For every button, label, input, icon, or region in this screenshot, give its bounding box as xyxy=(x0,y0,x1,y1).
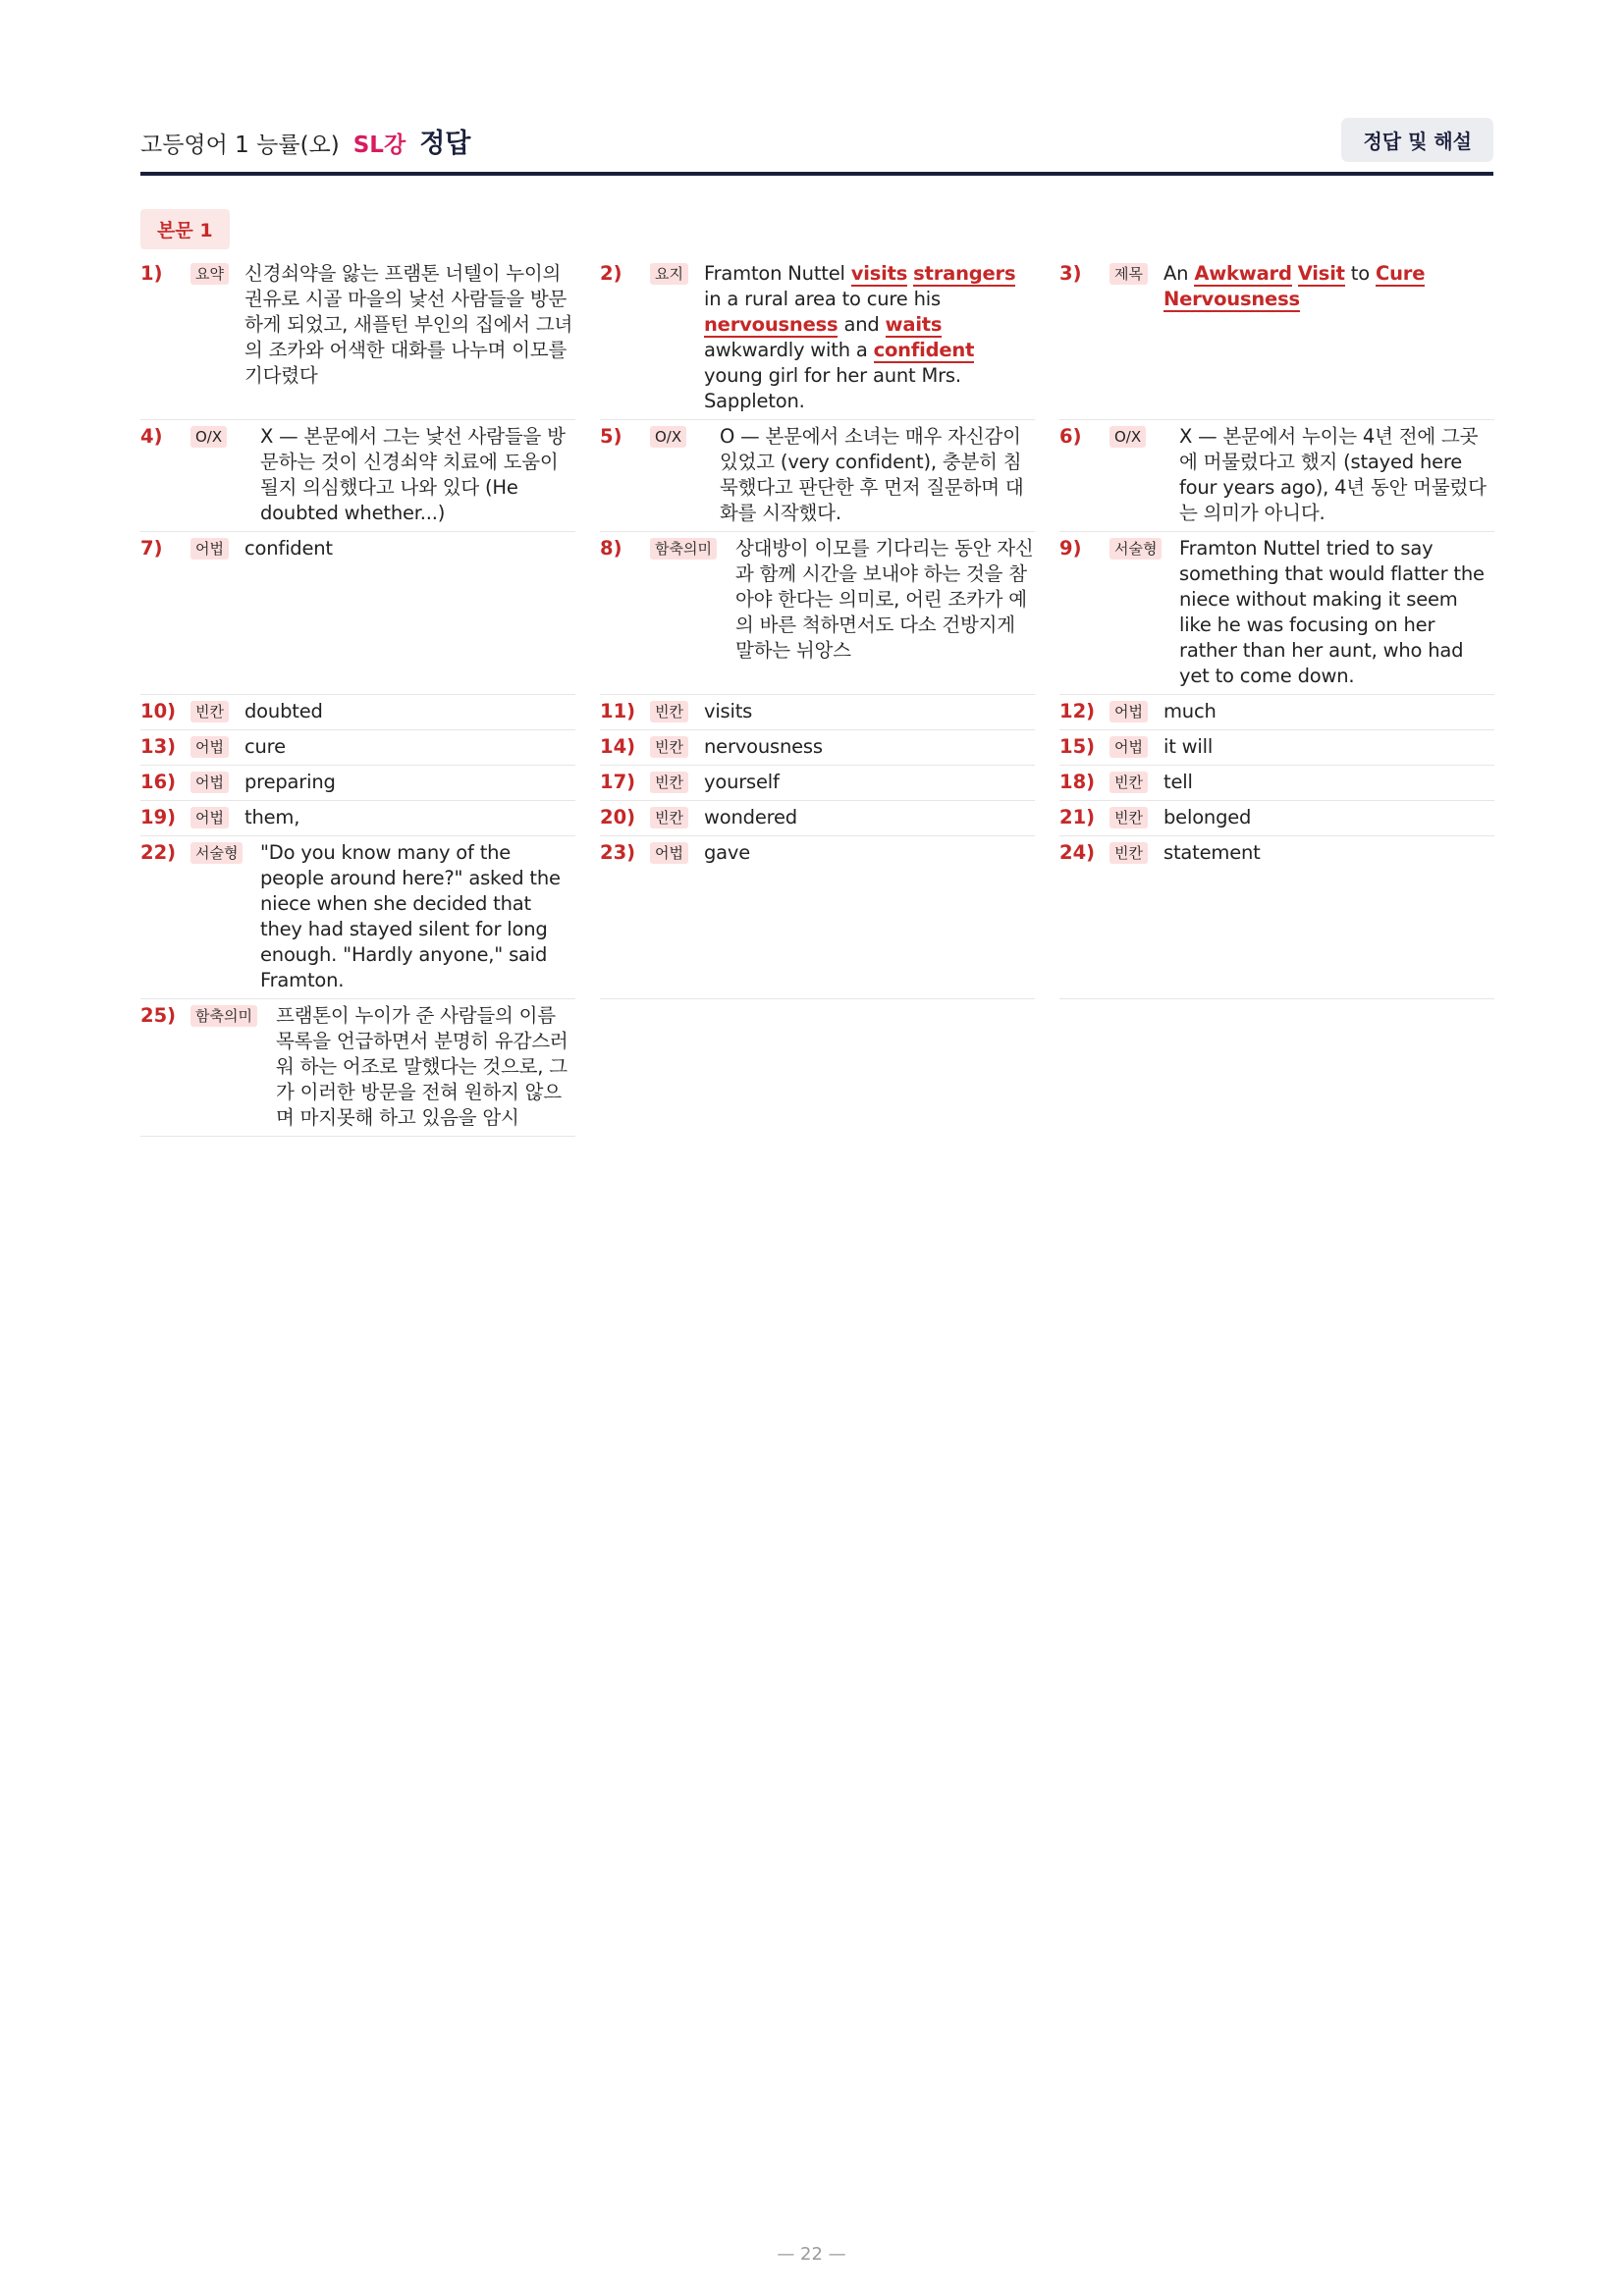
answer-text: yourself xyxy=(704,771,780,793)
item-number: 14) xyxy=(600,735,636,758)
question-type-tag: 빈칸 xyxy=(650,807,688,828)
item-number: 2) xyxy=(600,262,622,285)
answer-text xyxy=(1163,261,1494,312)
header-divider xyxy=(140,172,1493,176)
answer-text: it will xyxy=(1163,735,1214,758)
question-type-tag: 요약 xyxy=(190,263,229,285)
answer-text xyxy=(704,261,1035,414)
item-number: 12) xyxy=(1059,700,1096,722)
item-number: 11) xyxy=(600,700,636,722)
empty-cell xyxy=(600,999,1035,1137)
answer-text: visits xyxy=(704,700,753,722)
answer-item xyxy=(600,420,1035,532)
item-number: 17) xyxy=(600,771,636,793)
answer-text-part xyxy=(1292,262,1298,285)
question-type-tag: 빈칸 xyxy=(1109,842,1148,864)
question-type-tag: O/X xyxy=(650,426,686,448)
answer-label: 정답 xyxy=(419,129,471,159)
question-type-tag: 함축의미 xyxy=(190,1005,257,1027)
answer-text: nervousness xyxy=(704,735,823,758)
answer-item xyxy=(140,999,575,1137)
question-type-tag: 어법 xyxy=(190,538,229,560)
answer-item xyxy=(140,836,575,999)
question-type-tag: 빈칸 xyxy=(1109,807,1148,828)
answer-item xyxy=(600,801,1035,836)
answer-text: gave xyxy=(704,841,751,864)
item-number: 18) xyxy=(1059,771,1096,793)
item-number: 5) xyxy=(600,425,622,448)
sl-label: SL강 xyxy=(352,133,406,158)
item-number: 4) xyxy=(140,425,163,448)
page-number: — 22 — xyxy=(777,2244,846,2265)
question-type-tag: 제목 xyxy=(1109,263,1148,285)
item-number: 1) xyxy=(140,262,163,285)
key-term: Cure xyxy=(1375,262,1426,285)
item-number: 21) xyxy=(1059,806,1096,828)
answer-text-part: in a rural area to cure his xyxy=(704,288,941,310)
question-type-tag: 어법 xyxy=(190,807,229,828)
answer-item xyxy=(600,695,1035,730)
answer-text: them, xyxy=(244,806,300,828)
question-type-tag: O/X xyxy=(190,426,227,448)
answer-text: doubted xyxy=(244,700,323,722)
answer-text: much xyxy=(1163,700,1217,722)
answer-item xyxy=(1059,801,1494,836)
question-type-tag: 서술형 xyxy=(1109,538,1162,560)
answer-text: belonged xyxy=(1163,806,1252,828)
answer-text: confident xyxy=(244,537,333,560)
key-term: strangers xyxy=(913,262,1016,285)
answer-explanation-badge: 정답 및 해설 xyxy=(1341,118,1493,162)
answer-item xyxy=(1059,836,1494,999)
item-number: 10) xyxy=(140,700,177,722)
question-type-tag: 어법 xyxy=(190,772,229,793)
header-title xyxy=(140,122,470,160)
answer-item xyxy=(140,420,575,532)
question-type-tag: 빈칸 xyxy=(650,736,688,758)
question-type-tag: 요지 xyxy=(650,263,688,285)
item-number: 6) xyxy=(1059,425,1082,448)
answer-item xyxy=(600,730,1035,766)
key-term: visits xyxy=(850,262,908,285)
answer-text: wondered xyxy=(704,806,797,828)
item-number: 16) xyxy=(140,771,177,793)
answer-item xyxy=(1059,695,1494,730)
key-term: Awkward xyxy=(1194,262,1292,285)
answer-item xyxy=(140,730,575,766)
question-type-tag: 함축의미 xyxy=(650,538,717,560)
item-number: 15) xyxy=(1059,735,1096,758)
section-label: 본문 1 xyxy=(140,209,230,249)
item-number: 20) xyxy=(600,806,636,828)
answer-text-part: and xyxy=(838,313,886,336)
page-header xyxy=(140,116,1493,173)
answer-item xyxy=(140,766,575,801)
answer-item xyxy=(1059,532,1494,695)
answer-item xyxy=(140,695,575,730)
answer-item xyxy=(600,532,1035,695)
answer-text: O — 본문에서 소녀는 매우 자신감이 있었고 (very confident), 충분히 침묵했다고 판단한 후 먼저 질문하며 대화를 시작했다. xyxy=(720,425,1024,524)
item-number: 19) xyxy=(140,806,177,828)
question-type-tag: 빈칸 xyxy=(190,701,229,722)
item-number: 8) xyxy=(600,537,622,560)
answer-text: X — 본문에서 누이는 4년 전에 그곳에 머물렀다고 했지 (stayed here four years ago), 4년 동안 머물렀다는 의미가 아니다. xyxy=(1179,425,1487,524)
item-number: 23) xyxy=(600,841,636,864)
answer-text-part: young girl for her aunt Mrs. Sappleton. xyxy=(704,364,961,412)
question-type-tag: 어법 xyxy=(1109,701,1148,722)
answer-text: X — 본문에서 그는 낯선 사람들을 방문하는 것이 신경쇠약 치료에 도움이 될지 의심했다고 나와 있다 (He doubted whether...) xyxy=(260,425,566,524)
key-term: Nervousness xyxy=(1163,288,1300,310)
item-number: 22) xyxy=(140,841,177,864)
answer-text: 프램톤이 누이가 준 사람들의 이름 목록을 언급하면서 분명히 유감스러워 하는 어조로 말했다는 것으로, 그가 이러한 방문을 전혀 원하지 않으며 마지못해 하고 있음을 암시 xyxy=(276,1004,568,1129)
question-type-tag: 빈칸 xyxy=(1109,772,1148,793)
answer-text: tell xyxy=(1163,771,1193,793)
answer-text-part: awkwardly with a xyxy=(704,339,874,361)
question-type-tag: 빈칸 xyxy=(650,772,688,793)
key-term: nervousness xyxy=(704,313,839,336)
item-number: 24) xyxy=(1059,841,1096,864)
answer-item xyxy=(140,532,575,695)
answer-item xyxy=(1059,257,1494,420)
answer-grid xyxy=(140,257,1493,1137)
answer-item xyxy=(1059,420,1494,532)
answer-item xyxy=(600,836,1035,999)
answer-text: 상대방이 이모를 기다리는 동안 자신과 함께 시간을 보내야 하는 것을 참아야 한다는 의미로, 어린 조카가 예의 바른 척하면서도 다소 건방지게 말하는 뉘앙스 xyxy=(735,537,1034,662)
answer-text: preparing xyxy=(244,771,336,793)
answer-text: 신경쇠약을 앓는 프램톤 너텔이 누이의 권유로 시골 마을의 낯선 사람들을 방문하게 되었고, 새플턴 부인의 집에서 그녀의 조카와 어색한 대화를 나누며 이모를 기다렸다 xyxy=(244,262,573,387)
question-type-tag: 빈칸 xyxy=(650,701,688,722)
item-number: 3) xyxy=(1059,262,1082,285)
answer-text-part: Framton Nuttel xyxy=(704,262,851,285)
question-type-tag: 어법 xyxy=(190,736,229,758)
item-number: 13) xyxy=(140,735,177,758)
answer-item xyxy=(600,257,1035,420)
question-type-tag: O/X xyxy=(1109,426,1146,448)
answer-item xyxy=(600,766,1035,801)
answer-text-part: An xyxy=(1163,262,1195,285)
answer-item xyxy=(1059,730,1494,766)
answer-item xyxy=(140,801,575,836)
answer-text: statement xyxy=(1163,841,1261,864)
answer-text: "Do you know many of the people around here?" asked the niece when she decided that they had stayed silent for long enough. "Hardly anyone," said Framton. xyxy=(260,841,561,991)
answer-item xyxy=(140,257,575,420)
answer-text: Framton Nuttel tried to say something that would flatter the niece without making it seem like he was focusing on her rather than her aunt, who had yet to come down. xyxy=(1179,537,1485,687)
key-term: Visit xyxy=(1297,262,1345,285)
question-type-tag: 어법 xyxy=(1109,736,1148,758)
question-type-tag: 서술형 xyxy=(190,842,243,864)
answer-text-part: to xyxy=(1344,262,1376,285)
key-term: waits xyxy=(885,313,943,336)
course-name: 고등영어 1 능률(오) xyxy=(140,133,340,158)
key-term: confident xyxy=(873,339,975,361)
answer-item xyxy=(1059,766,1494,801)
answer-text: cure xyxy=(244,735,286,758)
item-number: 9) xyxy=(1059,537,1082,560)
empty-cell xyxy=(1059,999,1494,1137)
item-number: 7) xyxy=(140,537,163,560)
item-number: 25) xyxy=(140,1004,177,1027)
question-type-tag: 어법 xyxy=(650,842,688,864)
